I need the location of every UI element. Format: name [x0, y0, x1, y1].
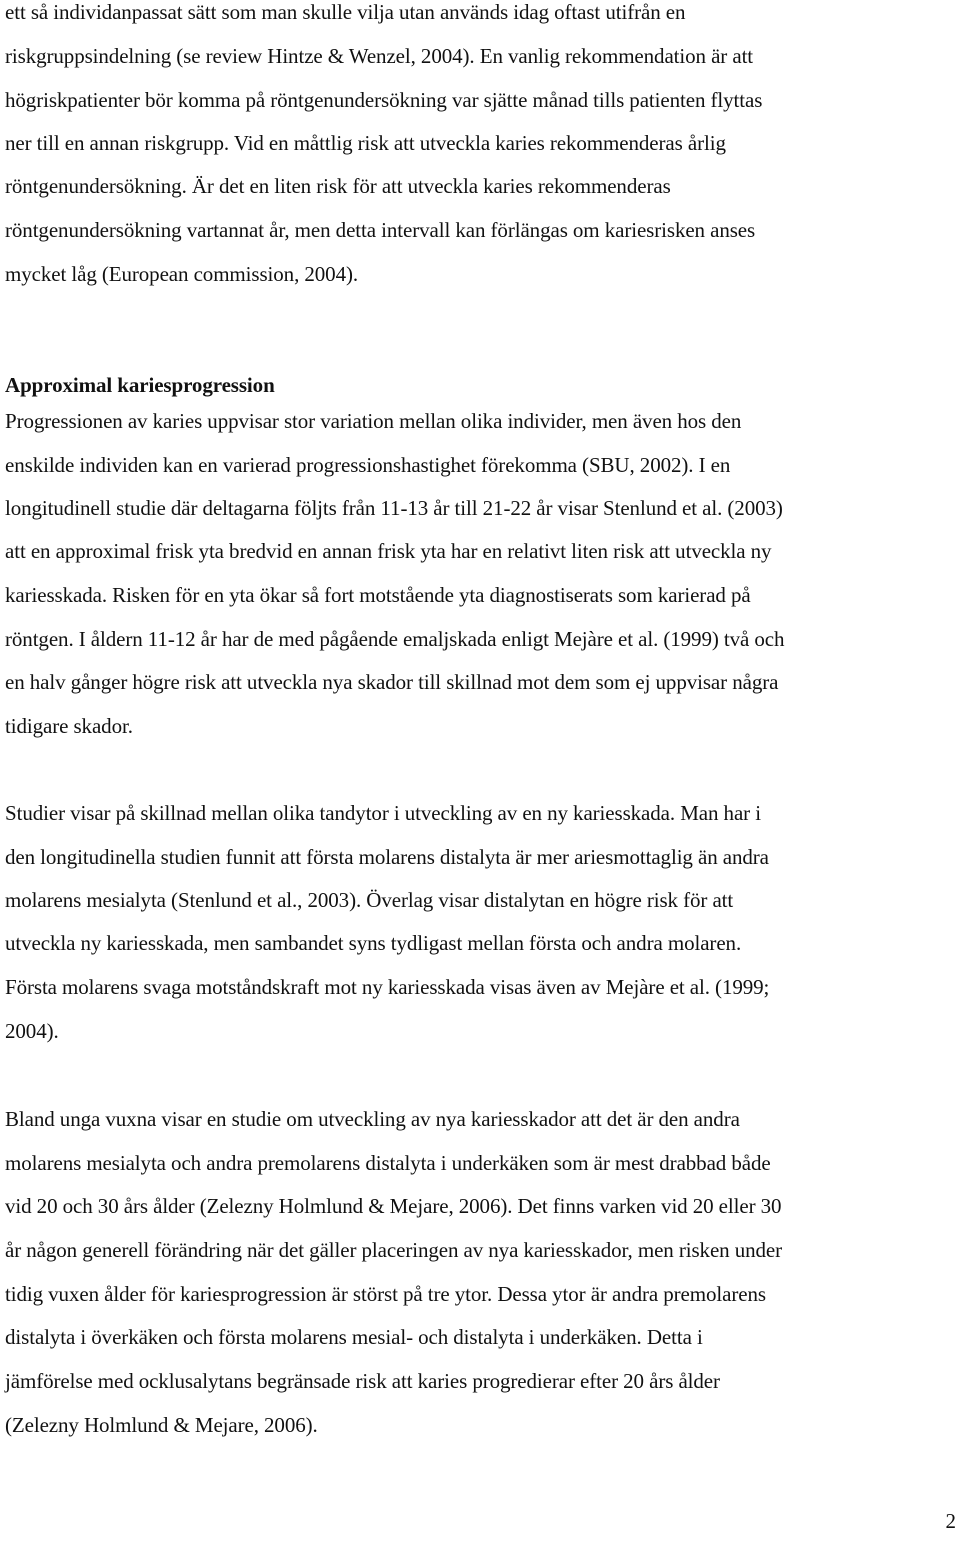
paragraph-4-line-8: (Zelezny Holmlund & Mejare, 2006).: [5, 1413, 318, 1437]
paragraph-3-line-3: molarens mesialyta (Stenlund et al., 2003). Överlag visar distalytan en högre risk för att: [5, 888, 734, 912]
paragraph-1-line-7: mycket låg (European commission, 2004).: [5, 262, 359, 286]
paragraph-2-line-3: longitudinell studie där deltagarna följts från 11-13 år till 21-22 år visar Stenlund et al. (2003): [5, 496, 783, 520]
paragraph-1-line-2: riskgruppsindelning (se review Hintze & Wenzel, 2004). En vanlig rekommendation är att: [5, 44, 754, 68]
paragraph-1-line-5: röntgenundersökning. Är det en liten risk för att utveckla karies rekommenderas: [5, 174, 671, 198]
paragraph-2-line-5: kariesskada. Risken för en yta ökar så fort motstående yta diagnostiserats som karierad på: [5, 583, 751, 607]
paragraph-4-line-4: år någon generell förändring när det gäller placeringen av nya kariesskador, men risken under: [5, 1238, 783, 1262]
paragraph-2-line-7: en halv gånger högre risk att utveckla nya skador till skillnad mot dem som ej uppvisar några: [5, 670, 779, 694]
paragraph-4-line-2: molarens mesialyta och andra premolarens distalyta i underkäken som är mest drabbad både: [5, 1151, 771, 1175]
paragraph-4-line-1: Bland unga vuxna visar en studie om utveckling av nya kariesskador att det är den andra: [5, 1107, 740, 1131]
paragraph-4-line-6: distalyta i överkäken och första molarens mesial- och distalyta i underkäken. Detta i: [5, 1325, 703, 1349]
paragraph-4-line-5: tidig vuxen ålder för kariesprogression är störst på tre ytor. Dessa ytor är andra premolarens: [5, 1282, 766, 1306]
paragraph-4-line-7: jämförelse med ocklusalytans begränsade risk att karies progredierar efter 20 års ålder: [5, 1369, 720, 1393]
paragraph-1-line-4: ner till en annan riskgrupp. Vid en måttlig risk att utveckla karies rekommenderas årlig: [5, 131, 726, 155]
paragraph-3-line-6: 2004).: [5, 1019, 59, 1043]
paragraph-3-line-5: Första molarens svaga motståndskraft mot ny kariesskada visas även av Mejàre et al. (1999;: [5, 975, 770, 999]
paragraph-2-line-2: enskilde individen kan en varierad progressionshastighet förekomma (SBU, 2002). I en: [5, 453, 731, 477]
paragraph-2-line-8: tidigare skador.: [5, 714, 133, 738]
paragraph-2-line-4: att en approximal frisk yta bredvid en annan frisk yta har en relativt liten risk att utveckla ny: [5, 539, 772, 563]
paragraph-2-line-6: röntgen. I åldern 11-12 år har de med pågående emaljskada enligt Mejàre et al. (1999) två och: [5, 627, 785, 651]
section-heading: Approximal kariesprogression: [5, 373, 275, 397]
paragraph-1-line-6: röntgenundersökning vartannat år, men detta intervall kan förlängas om kariesrisken anses: [5, 218, 756, 242]
paragraph-3-line-2: den longitudinella studien funnit att första molarens distalyta är mer ariesmottaglig än andra: [5, 845, 769, 869]
paragraph-4-line-3: vid 20 och 30 års ålder (Zelezny Holmlund & Mejare, 2006). Det finns varken vid 20 eller 30: [5, 1194, 782, 1218]
paragraph-3-line-1: Studier visar på skillnad mellan olika tandytor i utveckling av en ny kariesskada. Man har i: [5, 801, 761, 825]
paragraph-3-line-4: utveckla ny kariesskada, men sambandet syns tydligast mellan första och andra molaren.: [5, 931, 742, 955]
paragraph-1-line-1: ett så individanpassat sätt som man skulle vilja utan används idag oftast utifrån en: [5, 0, 686, 24]
paragraph-1-line-3: högriskpatienter bör komma på röntgenundersökning var sjätte månad tills patienten flyttas: [5, 88, 763, 112]
page-number: 2: [945, 1509, 956, 1533]
paragraph-2-line-1: Progressionen av karies uppvisar stor variation mellan olika individer, men även hos den: [5, 409, 742, 433]
